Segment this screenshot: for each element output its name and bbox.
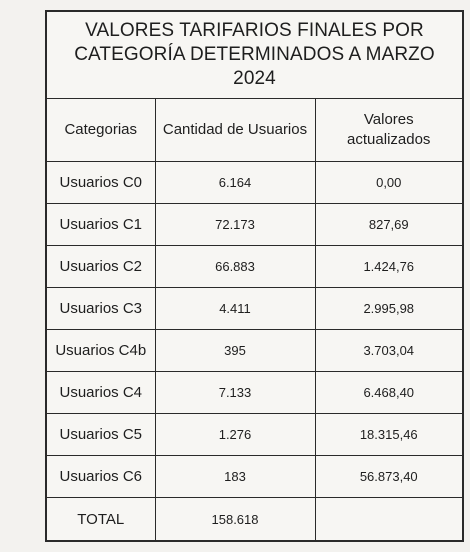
tariff-table bbox=[47, 99, 462, 540]
row-users: 1.276 bbox=[155, 414, 315, 456]
row-users: 66.883 bbox=[155, 246, 315, 288]
row-users: 395 bbox=[155, 330, 315, 372]
row-users: 4.411 bbox=[155, 288, 315, 330]
row-value: 6.468,40 bbox=[315, 372, 462, 414]
row-value: 18.315,46 bbox=[315, 414, 462, 456]
header-users: Cantidad de Usuarios bbox=[155, 99, 315, 162]
table-header-row bbox=[47, 99, 462, 162]
row-value: 3.703,04 bbox=[315, 330, 462, 372]
row-value: 1.424,76 bbox=[315, 246, 462, 288]
document-title bbox=[47, 12, 462, 99]
total-label: TOTAL bbox=[47, 498, 155, 541]
row-category: Usuarios C6 bbox=[47, 456, 155, 498]
table-row bbox=[47, 246, 462, 288]
title-line-1: VALORES TARIFARIOS FINALES POR bbox=[85, 20, 424, 41]
table-row bbox=[47, 456, 462, 498]
row-category: Usuarios C4 bbox=[47, 372, 155, 414]
row-users: 72.173 bbox=[155, 204, 315, 246]
row-users: 183 bbox=[155, 456, 315, 498]
row-users: 6.164 bbox=[155, 162, 315, 204]
table-row bbox=[47, 414, 462, 456]
row-value: 827,69 bbox=[315, 204, 462, 246]
row-value: 56.873,40 bbox=[315, 456, 462, 498]
row-category: Usuarios C4b bbox=[47, 330, 155, 372]
header-values bbox=[315, 99, 462, 162]
row-category: Usuarios C1 bbox=[47, 204, 155, 246]
row-category: Usuarios C3 bbox=[47, 288, 155, 330]
total-users: 158.618 bbox=[155, 498, 315, 541]
row-users: 7.133 bbox=[155, 372, 315, 414]
title-line-3: 2024 bbox=[233, 68, 276, 89]
table-row bbox=[47, 372, 462, 414]
title-line-2: CATEGORÍA DETERMINADOS A MARZO bbox=[74, 44, 435, 65]
table-row bbox=[47, 162, 462, 204]
row-category: Usuarios C2 bbox=[47, 246, 155, 288]
total-row bbox=[47, 498, 462, 541]
header-values-line-2: actualizados bbox=[347, 131, 431, 148]
row-value: 0,00 bbox=[315, 162, 462, 204]
row-category: Usuarios C0 bbox=[47, 162, 155, 204]
row-value: 2.995,98 bbox=[315, 288, 462, 330]
table-row bbox=[47, 330, 462, 372]
header-values-line-1: Valores bbox=[363, 111, 414, 128]
table-row bbox=[47, 204, 462, 246]
row-category: Usuarios C5 bbox=[47, 414, 155, 456]
header-category: Categorias bbox=[47, 99, 155, 162]
tariff-document bbox=[45, 10, 464, 542]
total-value bbox=[315, 498, 462, 541]
table-row bbox=[47, 288, 462, 330]
